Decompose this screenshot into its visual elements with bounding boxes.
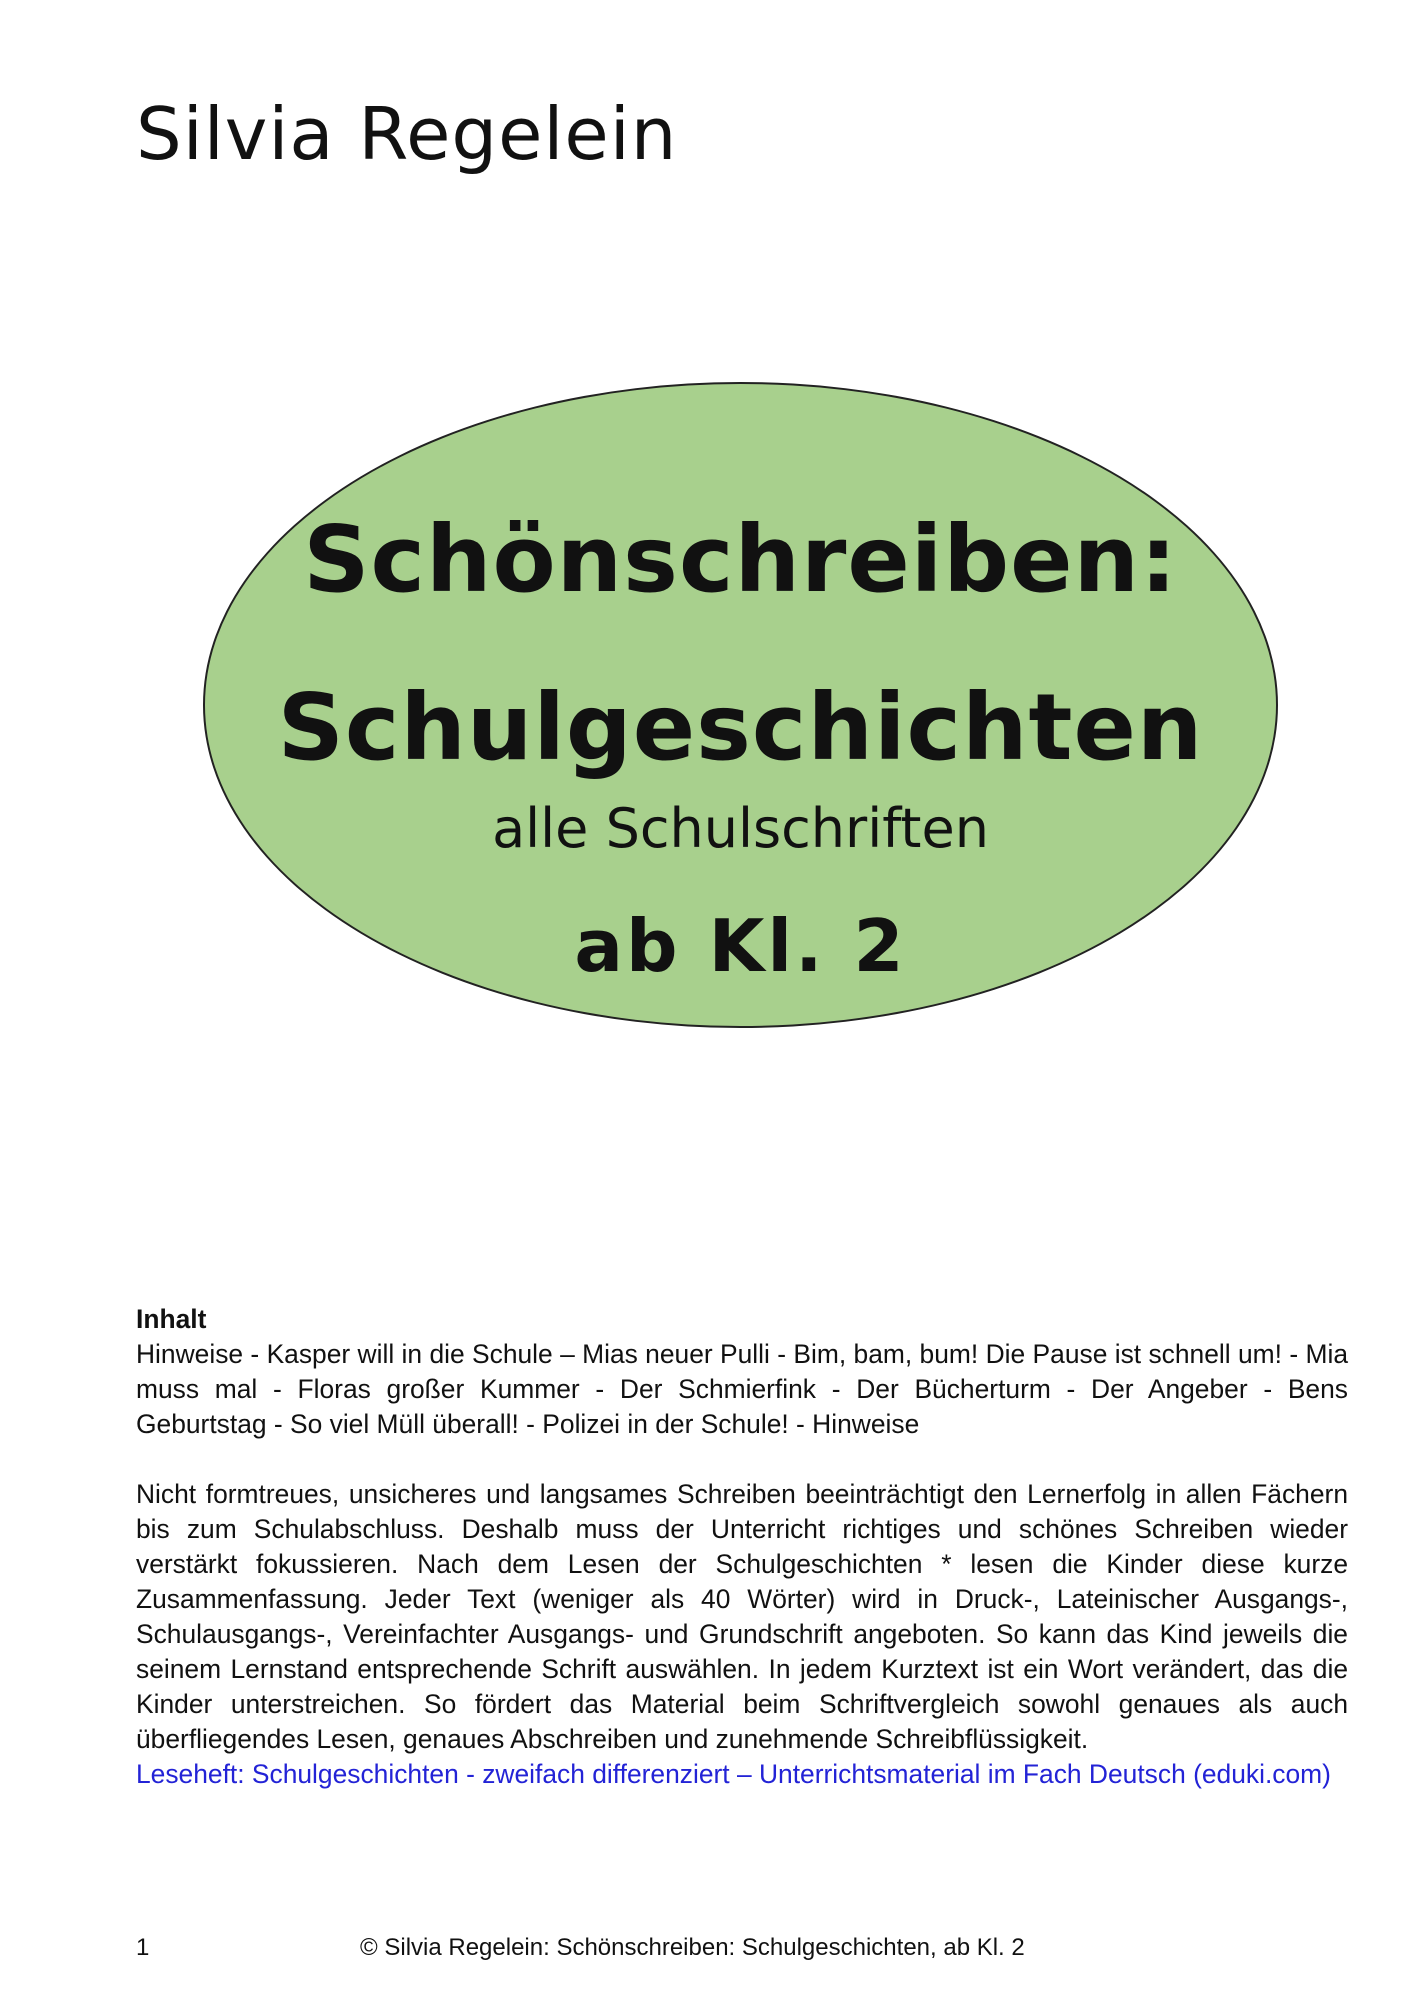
content-section: [136, 1302, 1348, 1792]
table-of-contents: Hinweise - Kasper will in die Schule – Mias neuer Pulli - Bim, bam, bum! Die Pause ist schnell um! - Mia muss mal - Floras großer Kummer - Der Schmierfink - Der Bücherturm - Der Angeber - Bens Geburtstag - So viel Müll überall! - Polizei in der Schule! - Hinweise: [136, 1339, 1348, 1439]
grade-level: ab Kl. 2: [574, 904, 907, 988]
title-line-2: Schulgeschichten: [277, 674, 1204, 781]
spacer: [136, 1442, 1348, 1477]
eduki-link[interactable]: Leseheft: Schulgeschichten - zweifach differenziert – Unterrichtsmaterial im Fach Deutsch (eduki.com): [136, 1759, 1331, 1789]
author-name: Silvia Regelein: [136, 92, 678, 176]
title-line-1: Schönschreiben:: [303, 506, 1178, 613]
description-paragraph: Nicht formtreues, unsicheres und langsames Schreiben beeinträchtigt den Lernerfolg in allen Fächern bis zum Schulabschluss. Deshalb muss der Unterricht richtiges und schönes Schreiben wieder verstärkt fokussieren. Nach dem Lesen der Schulgeschichten * lesen die Kinder diese kurze Zusammenfassung. Jeder Text (weniger als 40 Wörter) wird in Druck-, Lateinischer Ausgangs-, Schulausgangs-, Vereinfachter Ausgangs- und Grundschrift angeboten. So kann das Kind jeweils die seinem Lernstand entsprechende Schrift auswählen. In jedem Kurztext ist ein Wort verändert, das die Kinder unterstreichen. So fördert das Material beim Schriftvergleich sowohl genaues als auch überfliegendes Lesen, genaues Abschreiben und zunehmende Schreibflüssigkeit.: [136, 1479, 1348, 1754]
footer-copyright: © Silvia Regelein: Schönschreiben: Schulgeschichten, ab Kl. 2: [360, 1934, 1025, 1961]
cover-title-block: [203, 382, 1278, 1028]
subtitle: alle Schulschriften: [492, 797, 989, 860]
content-heading: Inhalt: [136, 1304, 207, 1334]
page-number: 1: [136, 1934, 150, 1961]
